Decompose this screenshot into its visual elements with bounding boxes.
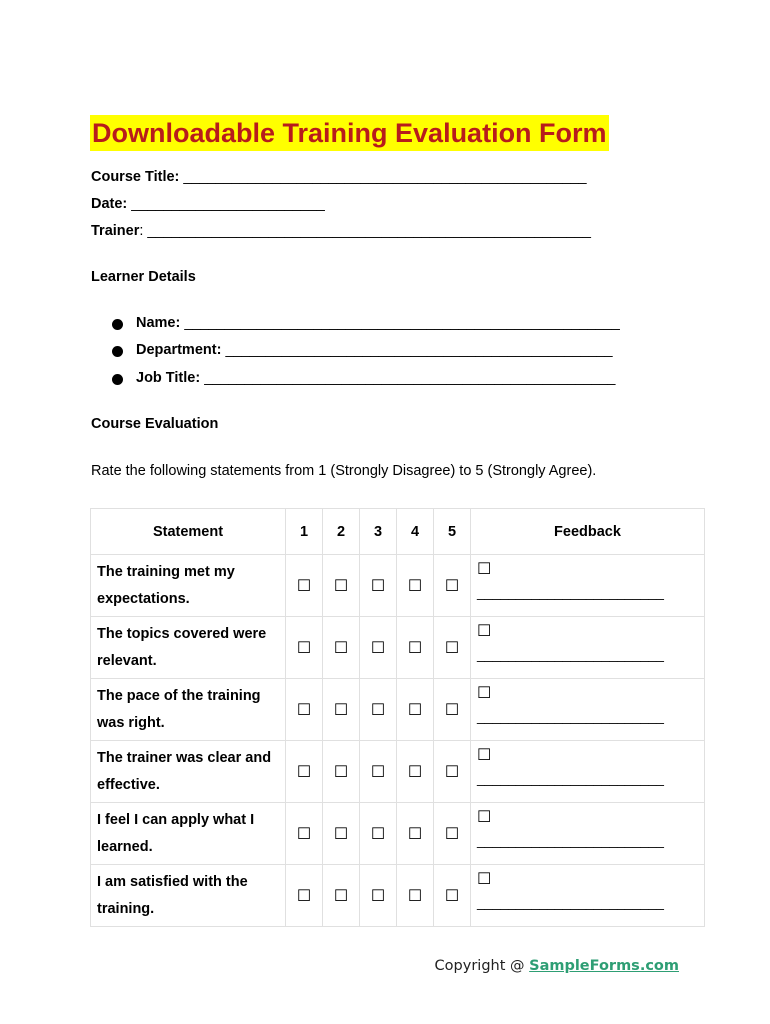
feedback-line[interactable]: ________________________ bbox=[477, 894, 664, 910]
header-feedback: Feedback bbox=[471, 509, 705, 555]
rating-3-checkbox[interactable]: ☐ bbox=[360, 741, 397, 803]
feedback-line[interactable]: ________________________ bbox=[477, 584, 664, 600]
table-row bbox=[91, 617, 705, 679]
feedback-line[interactable]: ________________________ bbox=[477, 832, 664, 848]
trainer-label: Trainer bbox=[91, 223, 140, 239]
bullet-icon bbox=[112, 346, 123, 357]
table-row bbox=[91, 803, 705, 865]
form-title: Downloadable Training Evaluation Form bbox=[90, 115, 609, 151]
feedback-checkbox[interactable]: ☐ bbox=[477, 685, 492, 702]
rating-4-checkbox[interactable]: ☐ bbox=[397, 679, 434, 741]
course-evaluation-heading: Course Evaluation bbox=[91, 416, 219, 432]
statement-cell: The topics covered were relevant. bbox=[91, 617, 286, 679]
header-1: 1 bbox=[286, 509, 323, 555]
feedback-line[interactable]: ________________________ bbox=[477, 646, 664, 662]
job-title-field bbox=[136, 370, 616, 386]
rating-1-checkbox[interactable]: ☐ bbox=[286, 617, 323, 679]
rating-4-checkbox[interactable]: ☐ bbox=[397, 865, 434, 927]
date-label: Date: bbox=[91, 196, 128, 212]
course-title-label: Course Title: bbox=[91, 169, 180, 185]
brand-link[interactable]: SampleForms.com bbox=[529, 958, 679, 974]
header-4: 4 bbox=[397, 509, 434, 555]
rating-3-checkbox[interactable]: ☐ bbox=[360, 555, 397, 617]
feedback-checkbox[interactable]: ☐ bbox=[477, 809, 492, 826]
rating-2-checkbox[interactable]: ☐ bbox=[323, 741, 360, 803]
rating-1-checkbox[interactable]: ☐ bbox=[286, 865, 323, 927]
department-line[interactable]: ________________________________________________ bbox=[225, 342, 613, 358]
feedback-cell bbox=[471, 679, 705, 741]
trainer-colon: : bbox=[139, 223, 144, 239]
rating-3-checkbox[interactable]: ☐ bbox=[360, 679, 397, 741]
statement-cell: The pace of the training was right. bbox=[91, 679, 286, 741]
name-line[interactable]: ______________________________________________________ bbox=[184, 315, 620, 331]
rating-1-checkbox[interactable]: ☐ bbox=[286, 555, 323, 617]
statement-cell: I feel I can apply what I learned. bbox=[91, 803, 286, 865]
table-row bbox=[91, 555, 705, 617]
feedback-cell bbox=[471, 741, 705, 803]
job-title-line[interactable]: ___________________________________________________ bbox=[204, 370, 616, 386]
rating-4-checkbox[interactable]: ☐ bbox=[397, 741, 434, 803]
statement-cell: The trainer was clear and effective. bbox=[91, 741, 286, 803]
rating-3-checkbox[interactable]: ☐ bbox=[360, 865, 397, 927]
rating-5-checkbox[interactable]: ☐ bbox=[434, 617, 471, 679]
statement-cell: The training met my expectations. bbox=[91, 555, 286, 617]
course-title-line[interactable]: __________________________________________________ bbox=[183, 169, 587, 185]
trainer-field bbox=[91, 223, 591, 239]
table-header-row bbox=[91, 509, 705, 555]
department-label: Department: bbox=[136, 342, 222, 358]
table-row bbox=[91, 679, 705, 741]
trainer-line[interactable]: _______________________________________________________ bbox=[147, 223, 591, 239]
feedback-line[interactable]: ________________________ bbox=[477, 770, 664, 786]
feedback-cell bbox=[471, 555, 705, 617]
rating-2-checkbox[interactable]: ☐ bbox=[323, 617, 360, 679]
rating-5-checkbox[interactable]: ☐ bbox=[434, 679, 471, 741]
feedback-cell bbox=[471, 803, 705, 865]
learner-details-heading: Learner Details bbox=[91, 269, 196, 285]
rating-2-checkbox[interactable]: ☐ bbox=[323, 555, 360, 617]
rating-2-checkbox[interactable]: ☐ bbox=[323, 679, 360, 741]
rating-1-checkbox[interactable]: ☐ bbox=[286, 741, 323, 803]
feedback-checkbox[interactable]: ☐ bbox=[477, 871, 492, 888]
rating-3-checkbox[interactable]: ☐ bbox=[360, 617, 397, 679]
rating-1-checkbox[interactable]: ☐ bbox=[286, 803, 323, 865]
rating-2-checkbox[interactable]: ☐ bbox=[323, 803, 360, 865]
rating-5-checkbox[interactable]: ☐ bbox=[434, 555, 471, 617]
rating-5-checkbox[interactable]: ☐ bbox=[434, 803, 471, 865]
header-2: 2 bbox=[323, 509, 360, 555]
course-title-field bbox=[91, 169, 587, 185]
bullet-icon bbox=[112, 319, 123, 330]
rating-instructions: Rate the following statements from 1 (Strongly Disagree) to 5 (Strongly Agree). bbox=[91, 463, 597, 479]
header-3: 3 bbox=[360, 509, 397, 555]
copyright-footer bbox=[435, 958, 679, 974]
table-row bbox=[91, 865, 705, 927]
header-statement: Statement bbox=[91, 509, 286, 555]
rating-4-checkbox[interactable]: ☐ bbox=[397, 555, 434, 617]
name-field bbox=[136, 315, 620, 331]
feedback-cell bbox=[471, 617, 705, 679]
header-5: 5 bbox=[434, 509, 471, 555]
rating-5-checkbox[interactable]: ☐ bbox=[434, 865, 471, 927]
date-line[interactable]: ________________________ bbox=[131, 196, 325, 212]
date-field bbox=[91, 196, 325, 212]
table-row bbox=[91, 741, 705, 803]
rating-2-checkbox[interactable]: ☐ bbox=[323, 865, 360, 927]
feedback-checkbox[interactable]: ☐ bbox=[477, 747, 492, 764]
feedback-cell bbox=[471, 865, 705, 927]
copyright-text: Copyright @ bbox=[434, 958, 530, 974]
feedback-line[interactable]: ________________________ bbox=[477, 708, 664, 724]
job-title-label: Job Title: bbox=[136, 370, 201, 386]
evaluation-table bbox=[90, 508, 705, 927]
department-field bbox=[136, 342, 613, 358]
rating-3-checkbox[interactable]: ☐ bbox=[360, 803, 397, 865]
statement-cell: I am satisfied with the training. bbox=[91, 865, 286, 927]
feedback-checkbox[interactable]: ☐ bbox=[477, 561, 492, 578]
rating-4-checkbox[interactable]: ☐ bbox=[397, 803, 434, 865]
rating-1-checkbox[interactable]: ☐ bbox=[286, 679, 323, 741]
name-label: Name: bbox=[136, 315, 181, 331]
rating-5-checkbox[interactable]: ☐ bbox=[434, 741, 471, 803]
feedback-checkbox[interactable]: ☐ bbox=[477, 623, 492, 640]
rating-4-checkbox[interactable]: ☐ bbox=[397, 617, 434, 679]
bullet-icon bbox=[112, 374, 123, 385]
